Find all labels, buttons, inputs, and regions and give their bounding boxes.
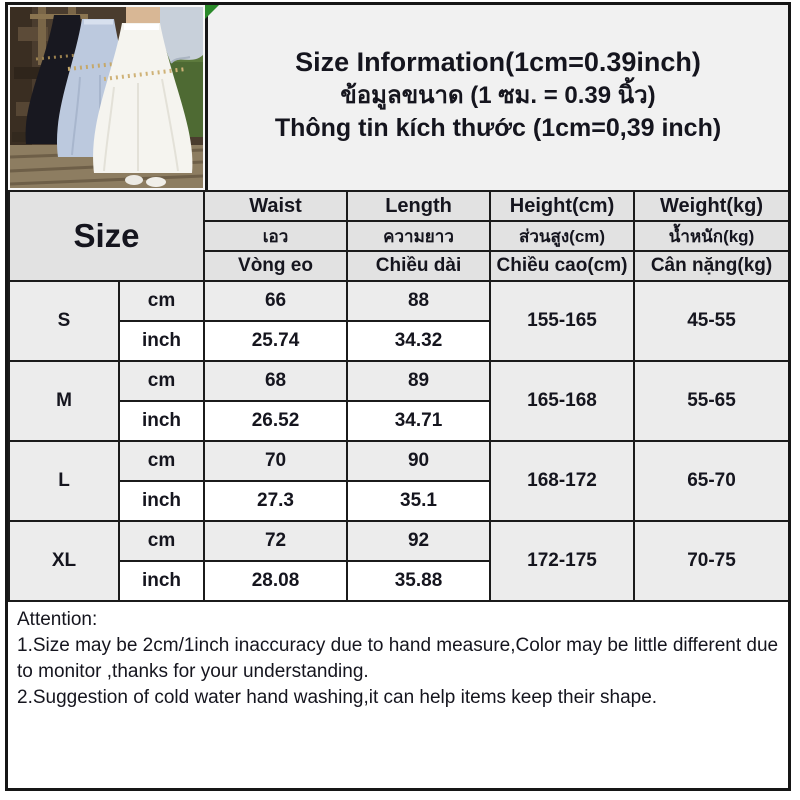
unit-cm: cm: [119, 441, 204, 481]
top-section: [8, 5, 788, 190]
unit-cm: cm: [119, 361, 204, 401]
green-corner-icon: [205, 5, 219, 19]
header-row-en: [9, 191, 789, 221]
size-cell-m: M: [9, 361, 119, 441]
size-header-cell: Size: [9, 191, 204, 281]
title-banner: [205, 5, 788, 190]
l-waist-inch: 27.3: [204, 481, 347, 521]
s-waist-inch: 25.74: [204, 321, 347, 361]
col-header-weight: Weight(kg): [634, 191, 789, 221]
content-frame: [5, 2, 791, 791]
l-length-cm: 90: [347, 441, 490, 481]
title-thai: ข้อมูลขนาด (1 ซม. = 0.39 นิ้ว): [340, 82, 656, 109]
col-header-weight-vi: Cân nặng(kg): [634, 251, 789, 281]
s-height: 155-165: [490, 281, 634, 361]
size-cell-l: L: [9, 441, 119, 521]
skirts-photo-illustration: [10, 7, 203, 188]
s-length-cm: 88: [347, 281, 490, 321]
unit-cm: cm: [119, 281, 204, 321]
s-length-inch: 34.32: [347, 321, 490, 361]
title-vietnamese: Thông tin kích thước (1cm=0,39 inch): [274, 114, 722, 142]
col-header-length-vi: Chiều dài: [347, 251, 490, 281]
col-header-height-th: ส่วนสูง(cm): [490, 221, 634, 251]
table-row-m-cm: [9, 361, 789, 401]
m-length-cm: 89: [347, 361, 490, 401]
l-length-inch: 35.1: [347, 481, 490, 521]
xl-length-cm: 92: [347, 521, 490, 561]
l-waist-cm: 70: [204, 441, 347, 481]
col-header-height: Height(cm): [490, 191, 634, 221]
title-english: Size Information(1cm=0.39inch): [295, 47, 701, 77]
xl-waist-cm: 72: [204, 521, 347, 561]
product-photo: [8, 5, 205, 190]
unit-inch: inch: [119, 481, 204, 521]
size-cell-xl: XL: [9, 521, 119, 601]
unit-cm: cm: [119, 521, 204, 561]
size-table: [8, 190, 790, 602]
m-waist-cm: 68: [204, 361, 347, 401]
col-header-waist: Waist: [204, 191, 347, 221]
col-header-height-vi: Chiều cao(cm): [490, 251, 634, 281]
xl-height: 172-175: [490, 521, 634, 601]
m-waist-inch: 26.52: [204, 401, 347, 441]
m-length-inch: 34.71: [347, 401, 490, 441]
table-row-xl-cm: [9, 521, 789, 561]
table-row-l-cm: [9, 441, 789, 481]
table-row-s-cm: [9, 281, 789, 321]
s-weight: 45-55: [634, 281, 789, 361]
m-weight: 55-65: [634, 361, 789, 441]
col-header-waist-vi: Vòng eo: [204, 251, 347, 281]
l-weight: 65-70: [634, 441, 789, 521]
attention-notes: [8, 602, 788, 711]
col-header-length: Length: [347, 191, 490, 221]
unit-inch: inch: [119, 561, 204, 601]
attention-heading: Attention:: [17, 609, 98, 630]
size-cell-s: S: [9, 281, 119, 361]
xl-weight: 70-75: [634, 521, 789, 601]
col-header-length-th: ความยาว: [347, 221, 490, 251]
attention-note-1: 1.Size may be 2cm/1inch inaccuracy due to hand measure,Color may be little different due to monitor ,thanks for your understanding.: [17, 635, 779, 682]
m-height: 165-168: [490, 361, 634, 441]
unit-inch: inch: [119, 401, 204, 441]
xl-waist-inch: 28.08: [204, 561, 347, 601]
col-header-waist-th: เอว: [204, 221, 347, 251]
l-height: 168-172: [490, 441, 634, 521]
col-header-weight-th: น้ำหนัก(kg): [634, 221, 789, 251]
attention-note-2: 2.Suggestion of cold water hand washing,it can help items keep their shape.: [17, 687, 658, 708]
unit-inch: inch: [119, 321, 204, 361]
xl-length-inch: 35.88: [347, 561, 490, 601]
s-waist-cm: 66: [204, 281, 347, 321]
